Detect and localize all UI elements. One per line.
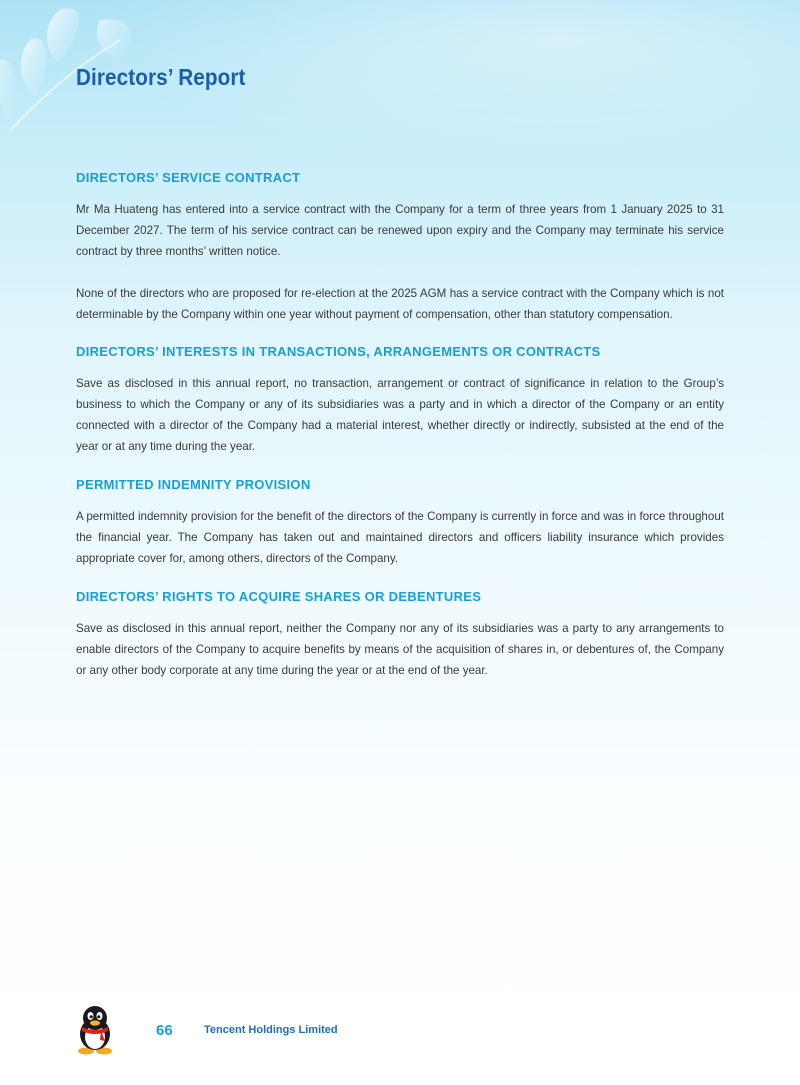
qq-penguin-icon [74, 1005, 116, 1055]
paragraph: Save as disclosed in this annual report, no transaction, arrangement or contract of significance in relation to the Group’s business to which the Company or any of its subsidiaries was a party and in which a director of the Company or an entity connected with a director of the Company had a material interest, whether directly or indirectly, subsisted at the end of the year or at any time during the year. [76, 377, 724, 453]
section-heading: DIRECTORS’ SERVICE CONTRACT [76, 170, 301, 185]
section-heading: PERMITTED INDEMNITY PROVISION [76, 477, 311, 492]
paragraph: None of the directors who are proposed for re-election at the 2025 AGM has a service contract with the Company which is not determinable by the Company within one year without payment of compensation, other than statutory compensation. [76, 287, 724, 321]
section-indemnity-provision [76, 477, 724, 569]
paragraph: Save as disclosed in this annual report, neither the Company nor any of its subsidiaries was a party to any arrangements to enable directors of the Company to acquire benefits by means of the acquisition of shares in, or debentures of, the Company or any other body corporate at any time during the year or at the end of the year. [76, 622, 724, 677]
page-title: Directors’ Report [76, 64, 246, 90]
page-number: 66 [156, 1022, 173, 1039]
report-body [76, 170, 724, 681]
company-name: Tencent Holdings Limited [204, 1024, 338, 1036]
page-footer [74, 1005, 474, 1055]
section-heading: DIRECTORS’ INTERESTS IN TRANSACTIONS, ARRANGEMENTS OR CONTRACTS [76, 344, 601, 359]
paragraph: Mr Ma Huateng has entered into a service contract with the Company for a term of three years from 1 January 2025 to 31 December 2027. The term of his service contract can be renewed upon expiry and the Company may terminate his service contract by three months’ written notice. [76, 203, 724, 258]
section-heading: DIRECTORS’ RIGHTS TO ACQUIRE SHARES OR DEBENTURES [76, 589, 482, 604]
paragraph: A permitted indemnity provision for the benefit of the directors of the Company is currently in force and was in force throughout the financial year. The Company has taken out and maintained directors and officers liability insurance which provides appropriate cover for, among others, directors of the Company. [76, 510, 724, 565]
section-interests-in-transactions [76, 344, 724, 457]
section-service-contract [76, 170, 724, 325]
section-rights-to-acquire-shares [76, 589, 724, 681]
